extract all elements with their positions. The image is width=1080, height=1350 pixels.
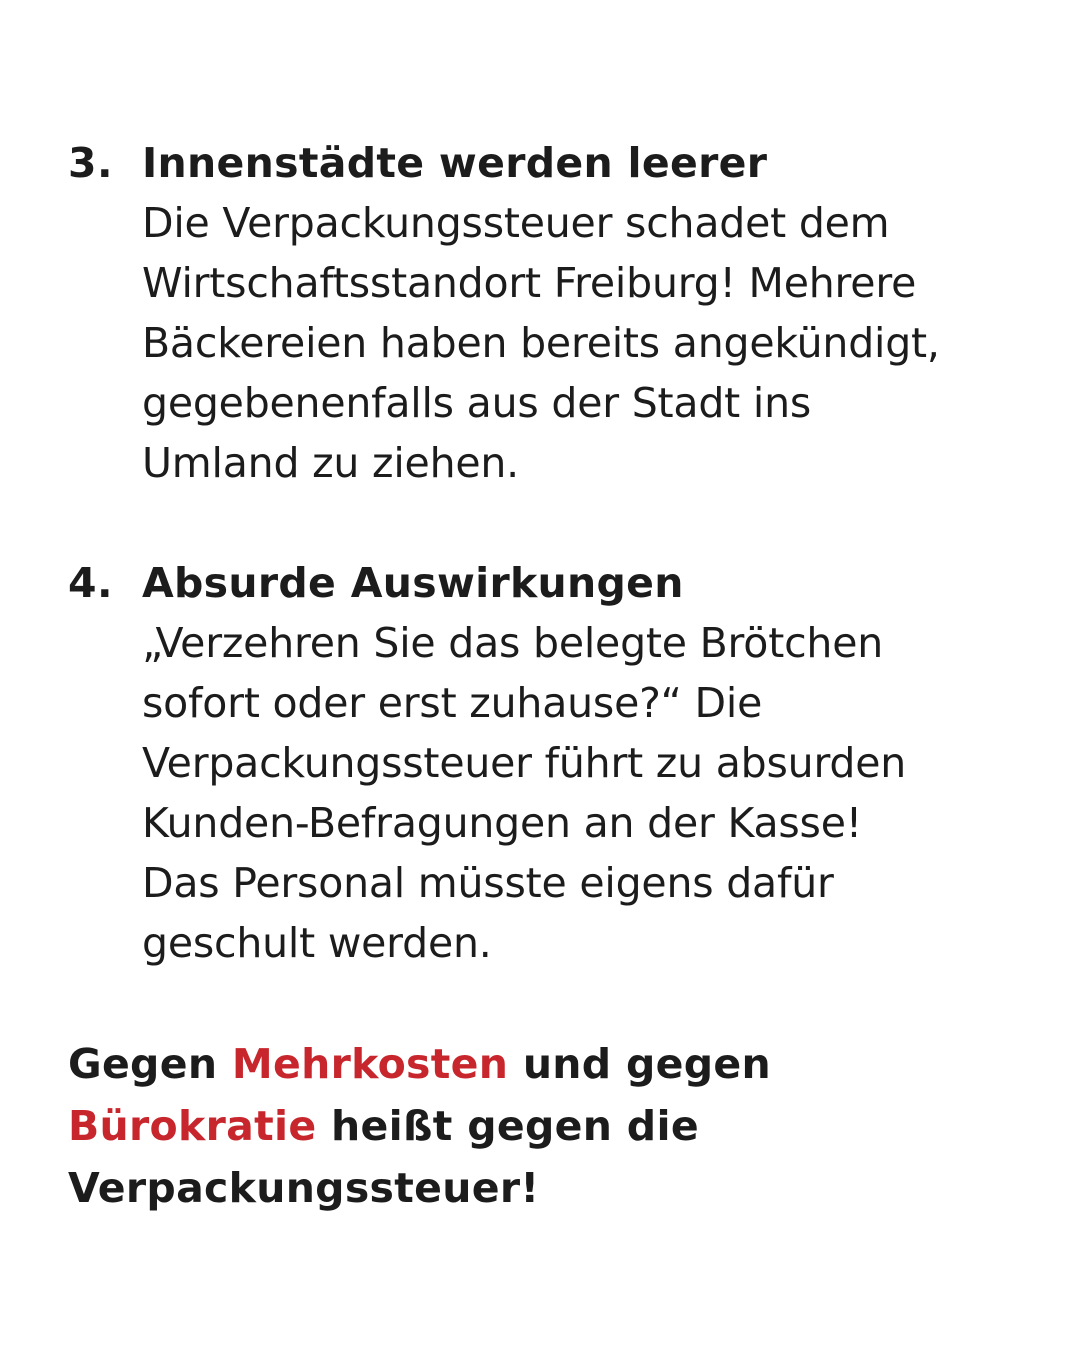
highlight-mehrkosten: Mehrkosten xyxy=(231,1040,509,1088)
item-heading: Absurde Auswirkungen xyxy=(142,559,684,607)
item-number: 3. xyxy=(68,139,114,187)
item-body-line: Verpackungssteuer führt zu absurden xyxy=(142,739,907,787)
item-heading: Innenstädte werden leerer xyxy=(142,139,768,187)
highlight-buerokratie: Bürokratie xyxy=(68,1102,317,1150)
item-content xyxy=(142,133,1040,493)
item-body-line: Bäckereien haben bereits angekündigt, xyxy=(142,319,940,367)
item-body-line: Die Verpackungssteuer schadet dem xyxy=(142,199,890,247)
item-body-line: „Verzehren Sie das belegte Brötchen xyxy=(142,619,884,667)
closing-text: Verpackungssteuer! xyxy=(68,1164,540,1212)
item-body-line: Umland zu ziehen. xyxy=(142,439,520,487)
closing-line xyxy=(68,1095,771,1157)
item-body-line: Wirtschaftsstandort Freiburg! Mehrere xyxy=(142,259,917,307)
closing-text: und gegen xyxy=(508,1040,772,1088)
item-content xyxy=(142,553,1040,973)
item-body-line: gegebenenfalls aus der Stadt ins xyxy=(142,379,812,427)
item-body-line: Kunden-Befragungen an der Kasse! xyxy=(142,799,862,847)
closing-text: heißt gegen die xyxy=(316,1102,699,1150)
item-body-line: geschult werden. xyxy=(142,919,492,967)
closing-line xyxy=(68,1033,771,1095)
list-item-3 xyxy=(68,133,1040,493)
closing-statement xyxy=(68,1033,771,1219)
item-number: 4. xyxy=(68,559,114,607)
list-item-4 xyxy=(68,553,1040,973)
closing-line xyxy=(68,1157,771,1219)
item-body-line: sofort oder erst zuhause?“ Die xyxy=(142,679,763,727)
closing-text: Gegen xyxy=(68,1040,232,1088)
item-body-line: Das Personal müsste eigens dafür xyxy=(142,859,834,907)
